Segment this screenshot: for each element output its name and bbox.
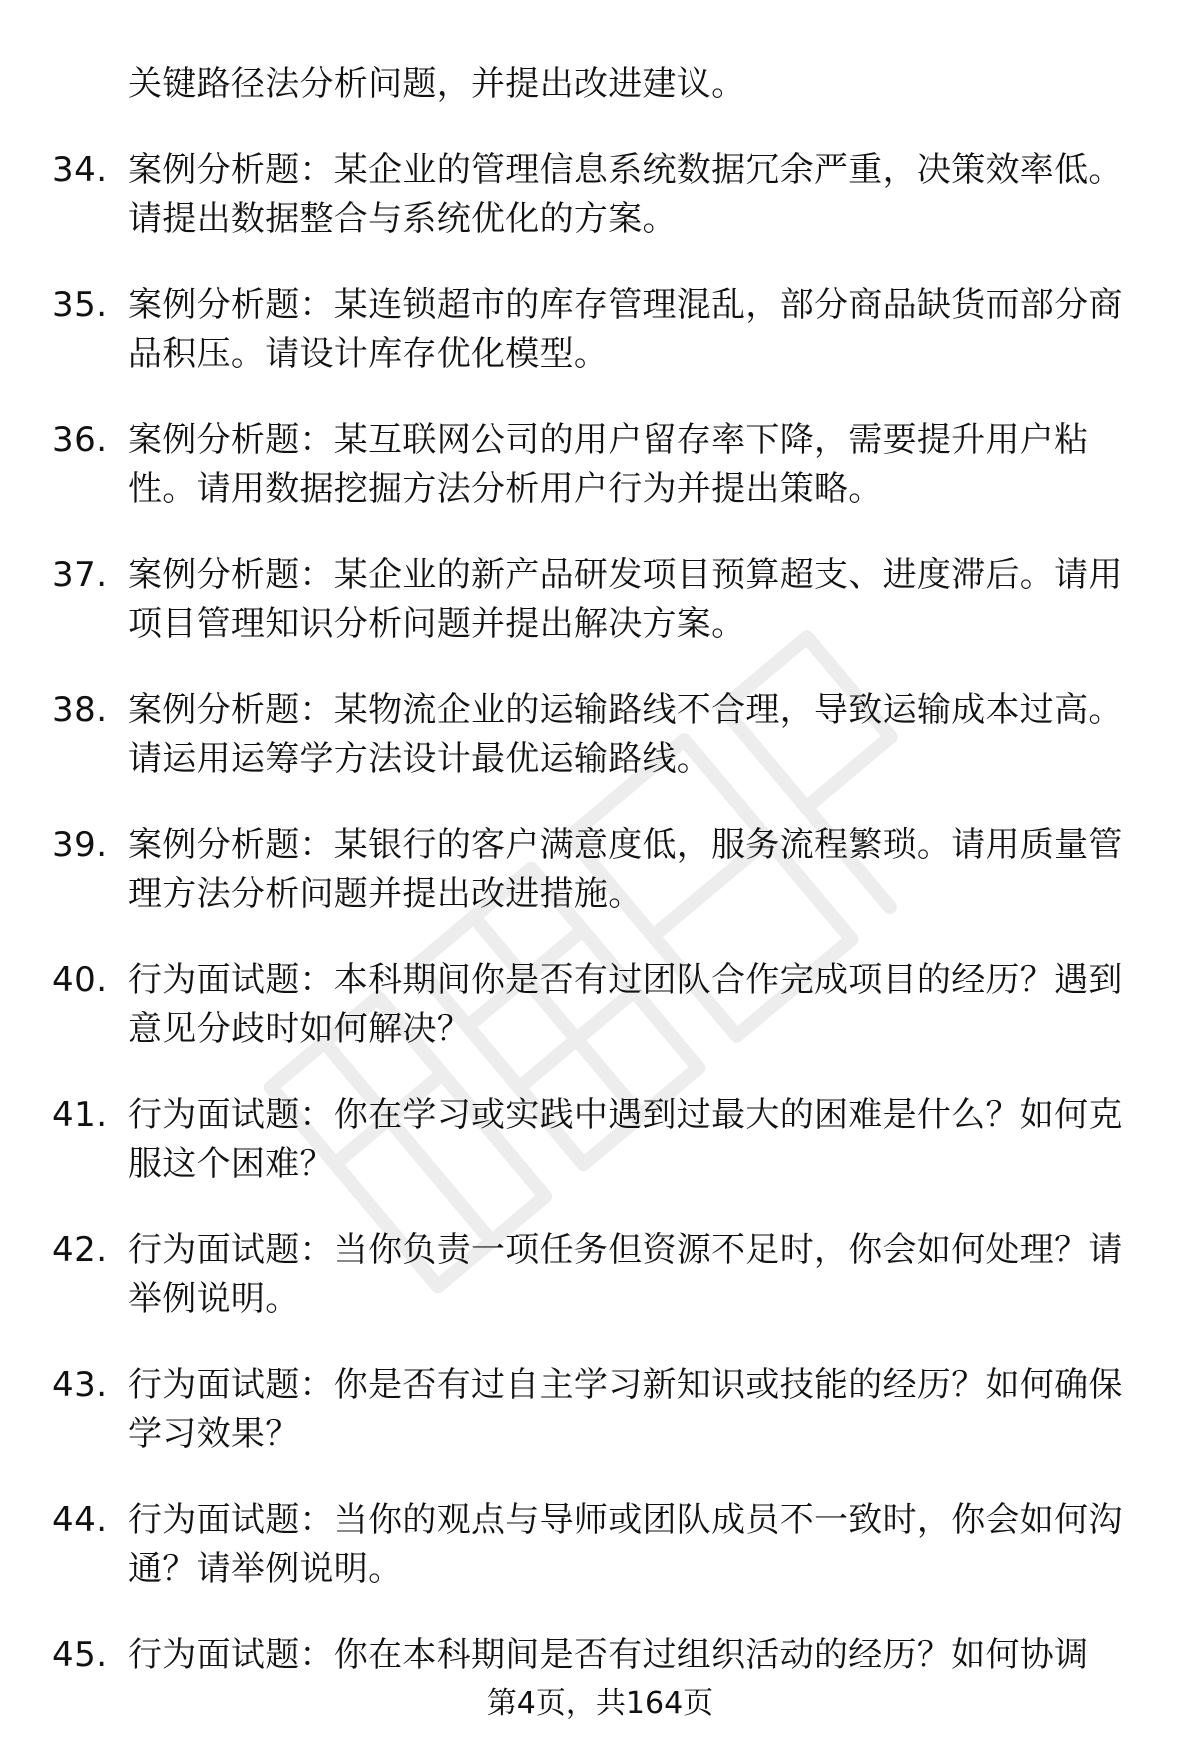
question-text: 行为面试题：你是否有过自主学习新知识或技能的经历？如何确保学习效果？ [128,1365,1123,1454]
list-item [0,1226,1200,1324]
list-item [0,686,1200,784]
list-item [0,1361,1200,1459]
list-item-continuation [0,60,1200,109]
question-number: 39. [52,825,108,865]
question-text: 关键路径法分析问题，并提出改进建议。 [128,64,746,104]
question-number: 43. [52,1365,108,1405]
question-text: 行为面试题：本科期间你是否有过团队合作完成项目的经历？遇到意见分歧时如何解决？ [128,960,1123,1049]
question-text: 行为面试题：当你的观点与导师或团队成员不一致时，你会如何沟通？请举例说明。 [128,1500,1123,1589]
question-number: 41. [52,1095,108,1135]
question-number: 40. [52,960,108,1000]
list-item [0,281,1200,379]
question-text: 案例分析题：某企业的新产品研发项目预算超支、进度滞后。请用项目管理知识分析问题并提出解决方案。 [128,555,1123,644]
question-number: 36. [52,420,108,460]
question-text: 案例分析题：某企业的管理信息系统数据冗余严重，决策效率低。请提出数据整合与系统优化的方案。 [128,150,1123,239]
list-item [0,1091,1200,1189]
list-item [0,1496,1200,1594]
question-number: 45. [52,1635,108,1675]
question-text: 案例分析题：某互联网公司的用户留存率下降，需要提升用户粘性。请用数据挖掘方法分析用户行为并提出策略。 [128,420,1089,509]
question-text: 案例分析题：某物流企业的运输路线不合理，导致运输成本过高。请运用运筹学方法设计最优运输路线。 [128,690,1123,779]
list-item [0,1631,1200,1680]
list-item [0,416,1200,514]
question-number: 38. [52,690,108,730]
page-footer: 第4页，共164页 [486,1686,714,1721]
list-item [0,821,1200,919]
list-item [0,551,1200,649]
question-text: 行为面试题：当你负责一项任务但资源不足时，你会如何处理？请举例说明。 [128,1230,1123,1319]
question-number: 37. [52,555,108,595]
question-list [0,60,1200,1680]
question-number: 34. [52,150,108,190]
question-number: 42. [52,1230,108,1270]
question-text: 行为面试题：你在学习或实践中遇到过最大的困难是什么？如何克服这个困难？ [128,1095,1123,1184]
question-text: 案例分析题：某银行的客户满意度低，服务流程繁琐。请用质量管理方法分析问题并提出改进措施。 [128,825,1123,914]
list-item [0,146,1200,244]
question-number: 44. [52,1500,108,1540]
question-text: 案例分析题：某连锁超市的库存管理混乱，部分商品缺货而部分商品积压。请设计库存优化模型。 [128,285,1123,374]
question-number: 35. [52,285,108,325]
list-item [0,956,1200,1054]
question-text: 行为面试题：你在本科期间是否有过组织活动的经历？如何协调 [128,1635,1089,1675]
